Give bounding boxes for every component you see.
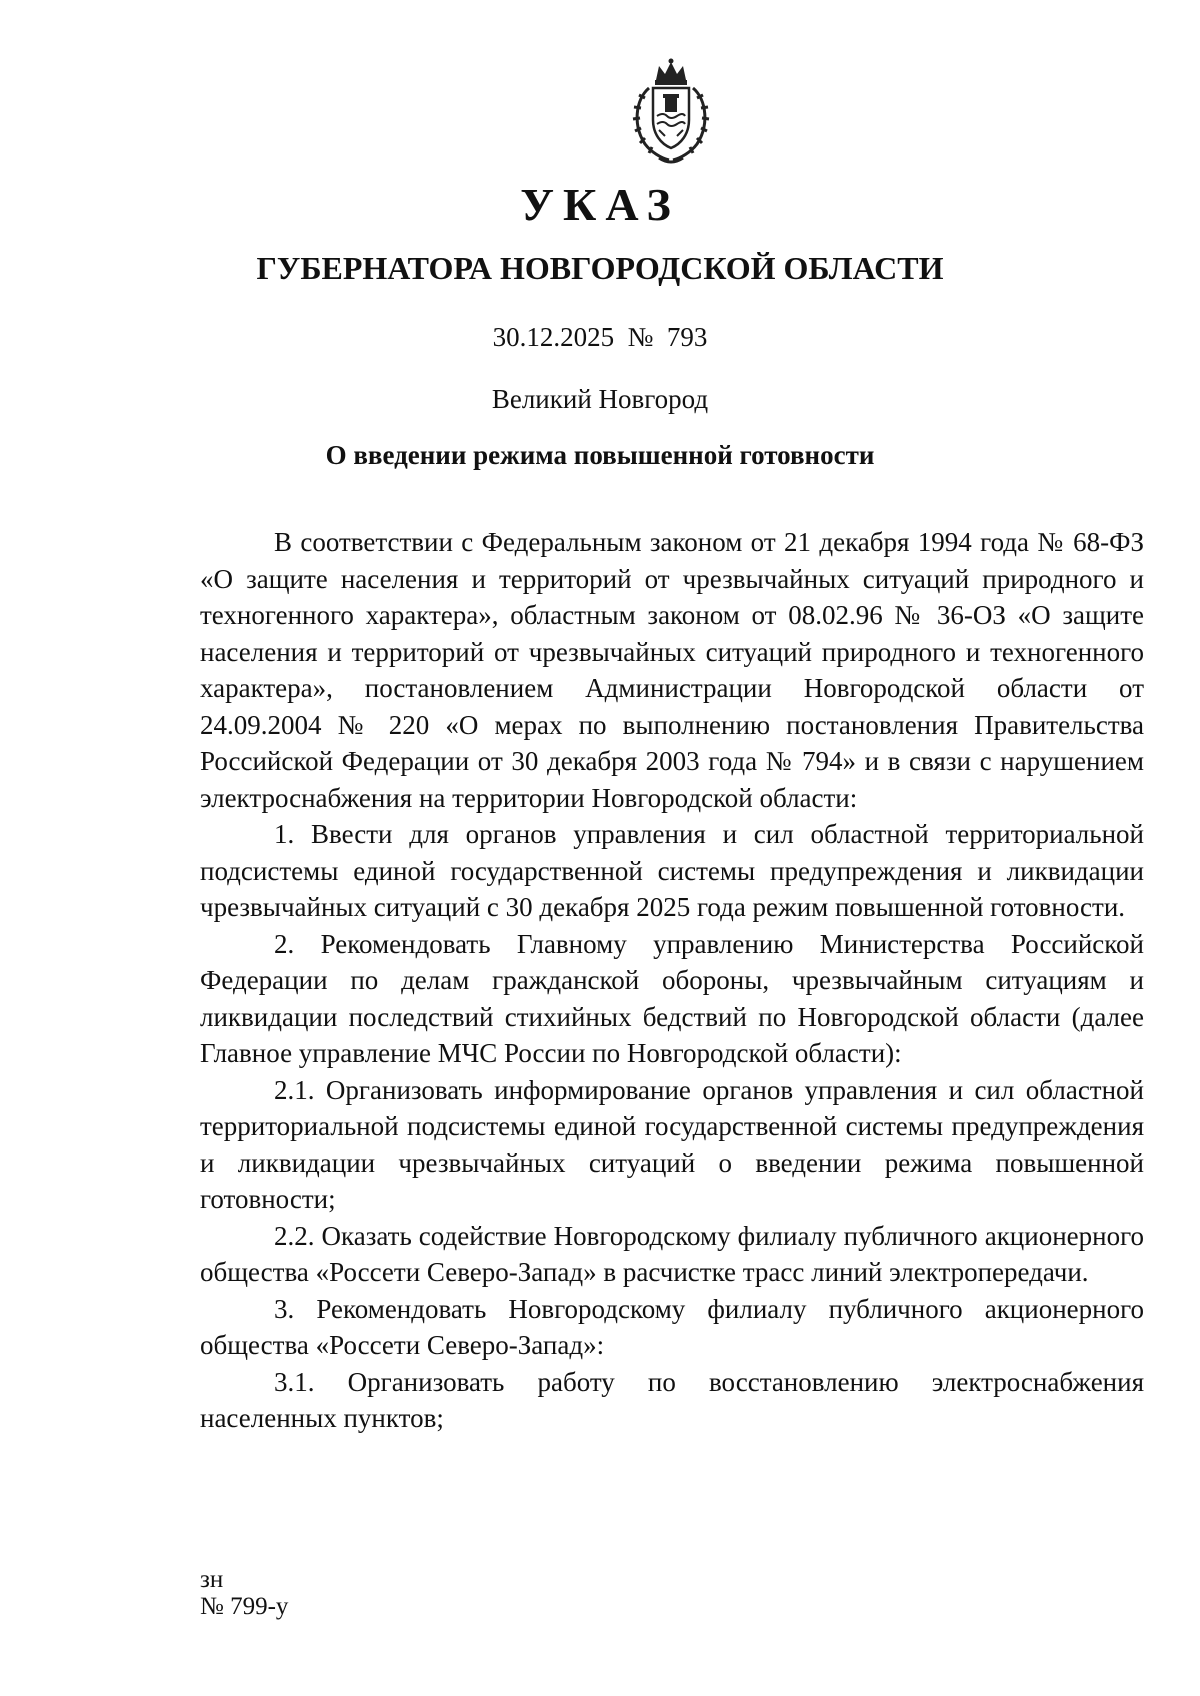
- decree-heading: О введении режима повышенной готовности: [325, 440, 875, 470]
- paragraph-3-1: 3.1. Организовать работу по восстановлению электроснабжения населенных пунктов;: [200, 1366, 1144, 1433]
- footer-reg-number: № 799-у: [200, 1593, 289, 1620]
- coat-of-arms-icon: [629, 58, 713, 166]
- paragraph-preamble: В соответствии с Федеральным законом от 21 декабря 1994 года № 68-ФЗ «О защите населения и территорий от чрезвычайных ситуаций природного и техногенного характера», областным законом от 08.02.96 № 36-ОЗ «О защите населения и территорий от чрезвычайных ситуаций природного и техногенного характера», постановлением Администрации Новгородской области от 24.09.2004 № 220 «О мерах по выполнению постановления Правительства Российской Федерации от 30 декабря 2003 года № 794» и в связи с нарушением электроснабжения на территории Новгородской области:: [200, 527, 1144, 813]
- decree-title: УКАЗ: [520, 179, 680, 230]
- decree-body: [200, 524, 1144, 1437]
- paragraph-3: 3. Рекомендовать Новгородскому филиалу публичного акционерного общества «Россети Северо-Запад»:: [200, 1293, 1144, 1360]
- issuer-subtitle: ГУБЕРНАТОРА НОВГОРОДСКОЙ ОБЛАСТИ: [256, 250, 944, 286]
- paragraph-2: 2. Рекомендовать Главному управлению Министерства Российской Федерации по делам гражданской обороны, чрезвычайным ситуациям и ликвидации последствий стихийных бедствий по Новгородской области (далее Главное управление МЧС России по Новгородской области):: [200, 928, 1144, 1068]
- city-name: Великий Новгород: [491, 384, 709, 414]
- registration-footer: [200, 1566, 288, 1620]
- paragraph-2-2: 2.2. Оказать содействие Новгородскому филиалу публичного акционерного общества «Россети Северо-Запад» в расчистке трасс линий электропередачи.: [200, 1220, 1144, 1287]
- paragraph-2-1: 2.1. Организовать информирование органов управления и сил областной территориальной подсистемы единой государственной системы предупреждения и ликвидации чрезвычайных ситуаций о введении режима повышенной готовности;: [200, 1074, 1144, 1214]
- date-and-number: 30.12.2025 № 793: [492, 322, 708, 352]
- footer-initials: зн: [200, 1566, 224, 1593]
- paragraph-1: 1. Ввести для органов управления и сил областной территориальной подсистемы единой государственной системы предупреждения и ликвидации чрезвычайных ситуаций с 30 декабря 2025 года режим повышенной готовности.: [200, 819, 1144, 922]
